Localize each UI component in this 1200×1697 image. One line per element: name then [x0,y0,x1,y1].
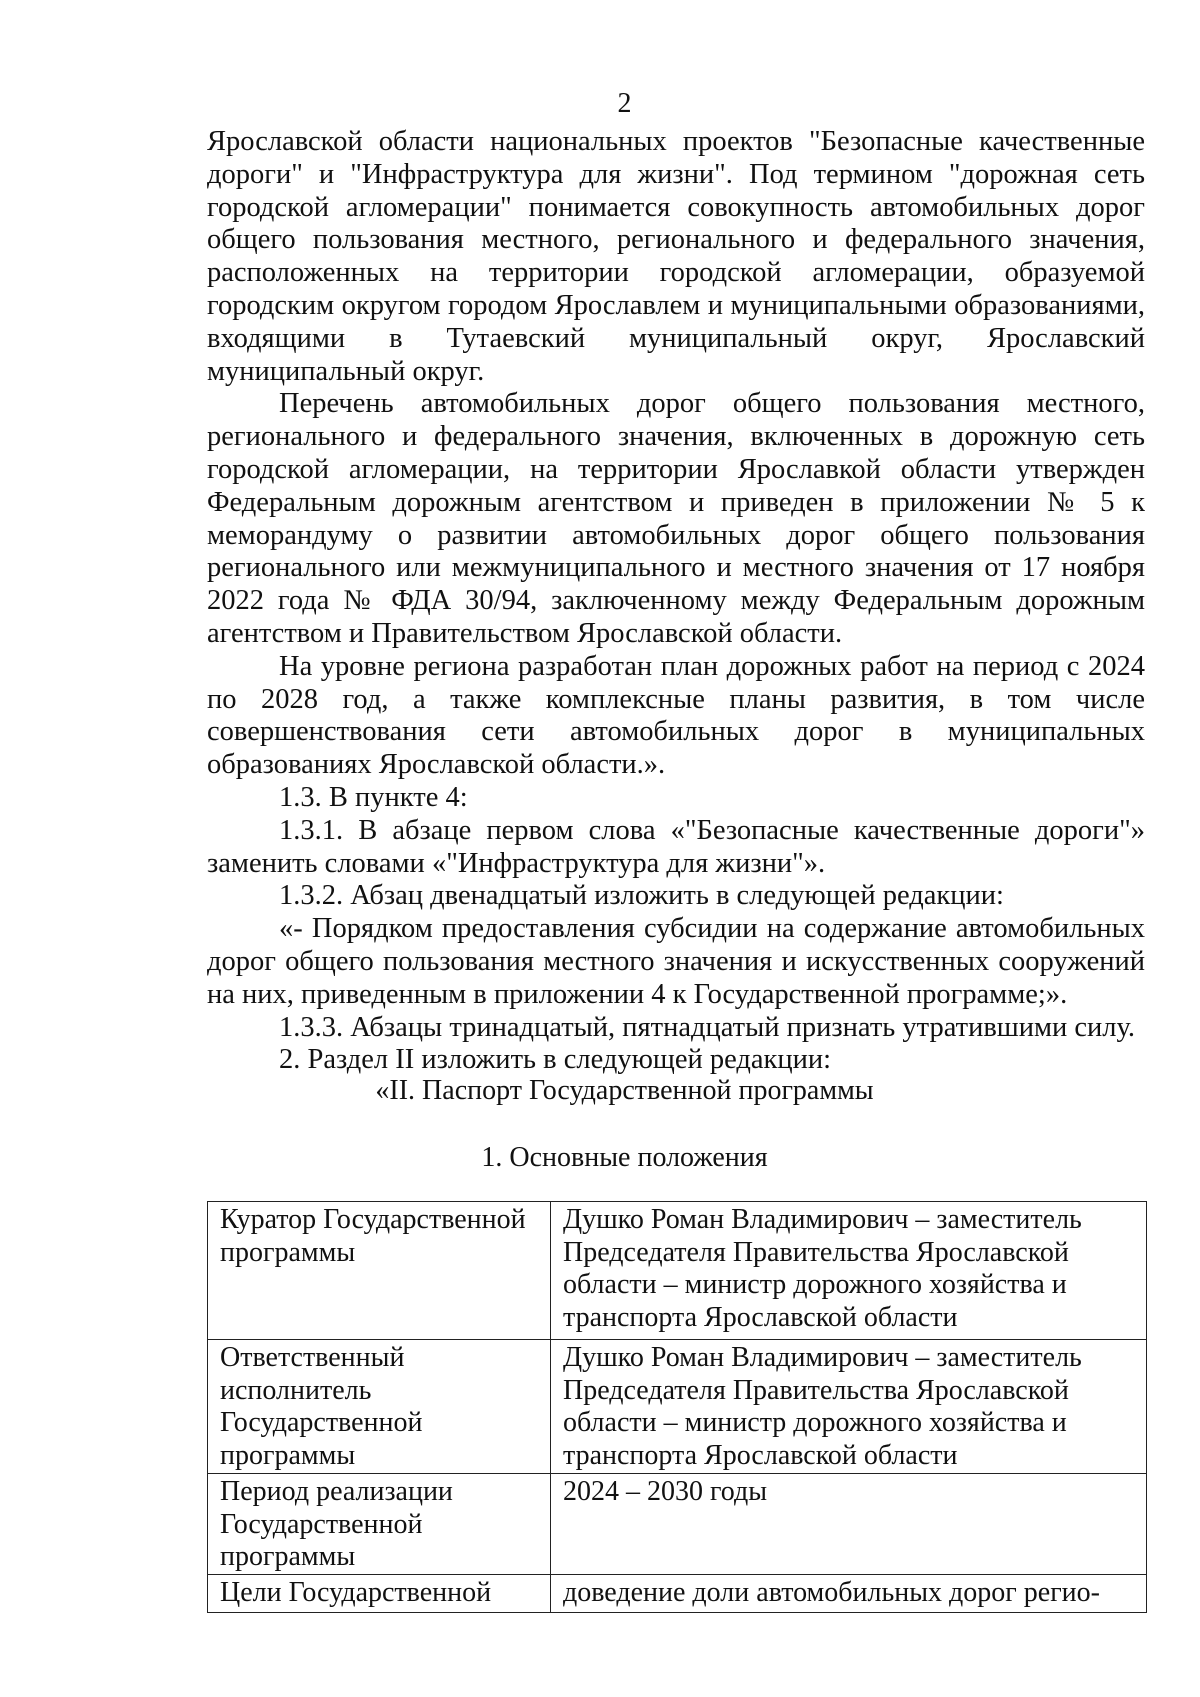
section-title: «II. Паспорт Государственной программы [375,1075,874,1106]
table-label-cell: Цели Государственной [208,1574,551,1612]
table-row [208,1474,1147,1575]
table-row [208,1340,1147,1474]
page-number: 2 [617,88,632,119]
document-body [207,126,1145,1077]
subsection-title: 1. Основные положения [481,1142,768,1173]
table-value-cell: Душко Роман Владимирович – заместитель Председателя Правительства Ярославской области – министр дорожного хозяйства и транспорта Ярославской области [551,1202,1147,1340]
table-row [208,1202,1147,1340]
paragraph-item-1-3: 1.3. В пункте 4: [279,781,468,813]
table-label-cell: Куратор Государственной программы [208,1202,551,1340]
paragraph-item-2: 2. Раздел II изложить в следующей редакции: [279,1044,832,1076]
table-value-cell: Душко Роман Владимирович – заместитель Председателя Правительства Ярославской области – министр дорожного хозяйства и транспорта Ярославской области [551,1340,1147,1474]
paragraph-quoted-order: «- Порядком предоставления субсидии на содержание автомобильных дорог общего пользования местного значения и искусственных сооружений на них, приведенным в приложении 4 к Государственной программе;». [207,913,1145,1010]
paragraph-continuation: Ярославской области национальных проектов "Безопасные качественные дороги" и "Инфраструктура для жизни". Под термином "дорожная сеть городской агломерации" понимается совокупность автомобильных дорог общего пользования местного, регионального и федерального значения, расположенных на территории городской агломерации, образуемой городским округом городом Ярославлем и муниципальными образованиями, входящими в Тутаевский муниципальный округ, Ярославский муниципальный округ. [207,126,1145,387]
paragraph-road-list: Перечень автомобильных дорог общего пользования местного, регионального и федерального значения, включенных в дорожную сеть городской агломерации, на территории Ярославкой области утвержден Федеральным дорожным агентством и приведен в приложении № 5 к меморандуму о развитии автомобильных дорог общего пользования регионального или межмуниципального и местного значения от 17 ноября 2022 года № ФДА 30/94, заключенному между Федеральным дорожным агентством и Правительством Ярославской области. [207,388,1145,649]
paragraph-item-1-3-1: 1.3.1. В абзаце первом слова «"Безопасные качественные дороги"» заменить словами «"Инфраструктура для жизни"». [207,814,1145,879]
table-value-cell: доведение доли автомобильных дорог регио- [551,1574,1147,1612]
passport-table [207,1201,1147,1613]
table-label-cell: Ответственный исполнитель Государственной программы [208,1340,551,1474]
table-row [208,1574,1147,1612]
paragraph-item-1-3-2: 1.3.2. Абзац двенадцатый изложить в следующей редакции: [279,880,1004,912]
table-value-cell: 2024 – 2030 годы [551,1474,1147,1575]
paragraph-regional-plan: На уровне региона разработан план дорожных работ на период с 2024 по 2028 год, а также комплексные планы развития, в том числе совершенствования сети автомобильных дорог в муниципальных образованиях Ярославской области.». [207,650,1145,781]
paragraph-item-1-3-3: 1.3.3. Абзацы тринадцатый, пятнадцатый признать утратившими силу. [279,1011,1136,1043]
table-label-cell: Период реализации Государственной программы [208,1474,551,1575]
